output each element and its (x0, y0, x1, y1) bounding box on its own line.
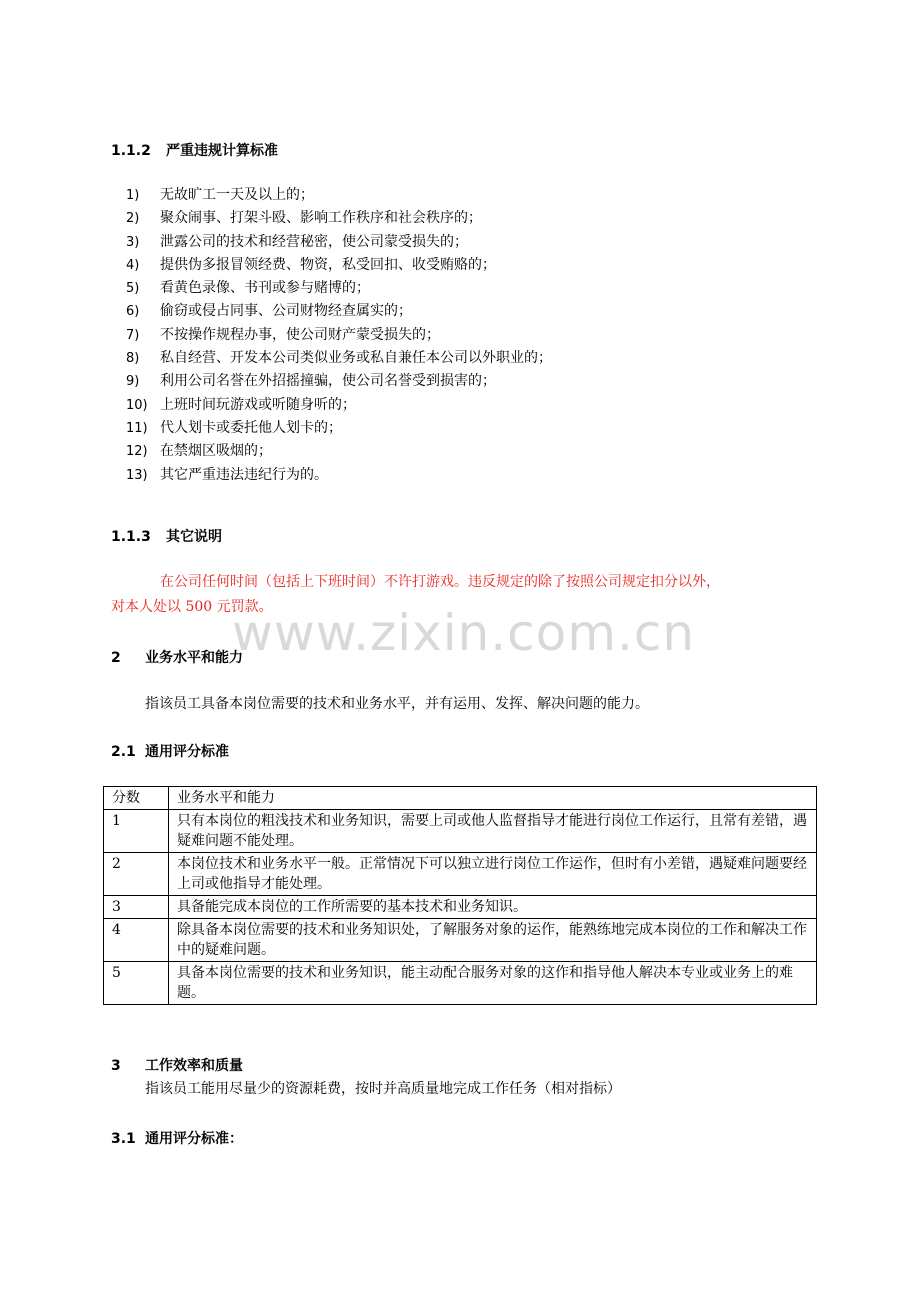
section-number: 2.1 (111, 744, 136, 760)
section-number: 1.1.2 (111, 143, 151, 159)
list-item (126, 184, 552, 207)
list-item-number: 9) (126, 374, 140, 390)
list-item-text: 聚众闹事、打架斗殴、影响工作秩序和社会秩序的； (160, 210, 482, 227)
section-title: 通用评分标准： (145, 1131, 243, 1147)
list-item-number: 2) (126, 211, 140, 227)
table-row (104, 810, 817, 853)
description-cell: 只有本岗位的粗浅技术和业务知识，需要上司或他人监督指导才能进行岗位工作运行，且常有差错，遇疑难问题不能处理。 (169, 810, 817, 853)
section-number: 3 (111, 1058, 121, 1074)
section-title: 工作效率和质量 (145, 1058, 243, 1074)
section-3-description: 指该员工能用尽量少的资源耗费，按时并高质量地完成工作任务（相对指标） (145, 1081, 621, 1097)
violations-list (126, 184, 552, 487)
list-item-text: 私自经营、开发本公司类似业务或私自兼任本公司以外职业的； (160, 350, 552, 367)
list-item-number: 4) (126, 257, 140, 273)
list-item-number: 11) (126, 420, 148, 436)
table-row (104, 919, 817, 962)
score-cell: 2 (104, 853, 169, 896)
list-item (126, 254, 552, 277)
list-item-text: 代人划卡或委托他人划卡的； (160, 419, 342, 436)
score-cell: 1 (104, 810, 169, 853)
list-item-number: 6) (126, 304, 140, 320)
list-item-text: 在禁烟区吸烟的； (160, 443, 272, 460)
score-cell: 3 (104, 896, 169, 919)
list-item-text: 提供伪多报冒领经费、物资，私受回扣、收受贿赂的； (160, 256, 496, 273)
column-header-score: 分数 (104, 787, 169, 810)
table-row (104, 962, 817, 1005)
column-header-ability: 业务水平和能力 (169, 787, 817, 810)
section-heading-1-1-3 (111, 526, 222, 546)
list-item (126, 417, 552, 440)
list-item-text: 利用公司名誉在外招摇撞骗，使公司名誉受到损害的； (160, 373, 496, 390)
table-row (104, 896, 817, 919)
section-number: 2 (111, 650, 121, 666)
list-item-number: 3) (126, 234, 140, 250)
list-item (126, 231, 552, 254)
list-item-text: 其它严重违法违纪行为的。 (160, 466, 328, 483)
table-header-row (104, 787, 817, 810)
other-note-line-1: 在公司任何时间（包括上下班时间）不许打游戏。违反规定的除了按照公司规定扣分以外， (160, 574, 720, 590)
other-note-line-2: 对本人处以 500 元罚款。 (111, 599, 273, 615)
section-heading-2-1 (111, 741, 229, 761)
description-cell: 具备能完成本岗位的工作所需要的基本技术和业务知识。 (169, 896, 817, 919)
list-item (126, 324, 552, 347)
score-table (103, 786, 817, 1005)
list-item-number: 13) (126, 467, 148, 483)
list-item-text: 上班时间玩游戏或听随身听的； (160, 396, 356, 413)
list-item-number: 5) (126, 281, 140, 297)
description-cell: 具备本岗位需要的技术和业务知识，能主动配合服务对象的这作和指导他人解决本专业或业务上的难题。 (169, 962, 817, 1005)
watermark: www.zixin.com.cn (232, 604, 696, 662)
list-item (126, 347, 552, 370)
list-item-number: 10) (126, 397, 148, 413)
description-cell: 本岗位技术和业务水平一般。正常情况下可以独立进行岗位工作运作，但时有小差错，遇疑难问题要经上司或他指导才能处理。 (169, 853, 817, 896)
list-item (126, 440, 552, 463)
section-heading-1-1-2 (111, 140, 278, 160)
section-heading-3 (111, 1055, 243, 1075)
list-item-number: 7) (126, 327, 140, 343)
section-number: 1.1.3 (111, 529, 151, 545)
section-title: 业务水平和能力 (145, 650, 243, 666)
section-heading-3-1 (111, 1128, 243, 1148)
section-title: 通用评分标准 (145, 744, 229, 760)
list-item-text: 不按操作规程办事，使公司财产蒙受损失的； (160, 326, 440, 343)
list-item (126, 300, 552, 323)
list-item-text: 无故旷工一天及以上的； (160, 187, 314, 203)
section-number: 3.1 (111, 1131, 136, 1147)
section-heading-2 (111, 647, 243, 667)
table-row (104, 853, 817, 896)
list-item-text: 泄露公司的技术和经营秘密，使公司蒙受损失的； (160, 233, 468, 250)
section-2-description: 指该员工具备本岗位需要的技术和业务水平，并有运用、发挥、解决问题的能力。 (145, 696, 649, 712)
list-item-number: 1) (126, 188, 140, 203)
list-item-number: 12) (126, 444, 148, 460)
list-item (126, 370, 552, 393)
section-title: 其它说明 (166, 529, 222, 545)
list-item (126, 277, 552, 300)
description-cell: 除具备本岗位需要的技术和业务知识处，了解服务对象的运作，能熟练地完成本岗位的工作和解决工作中的疑难问题。 (169, 919, 817, 962)
score-cell: 4 (104, 919, 169, 962)
score-cell: 5 (104, 962, 169, 1005)
list-item (126, 207, 552, 230)
list-item (126, 464, 552, 487)
list-item-text: 偷窃或侵占同事、公司财物经查属实的； (160, 303, 412, 320)
list-item (126, 394, 552, 417)
list-item-number: 8) (126, 351, 140, 367)
list-item-text: 看黄色录像、书刊或参与赌博的； (160, 280, 370, 297)
section-title: 严重违规计算标准 (166, 143, 278, 159)
